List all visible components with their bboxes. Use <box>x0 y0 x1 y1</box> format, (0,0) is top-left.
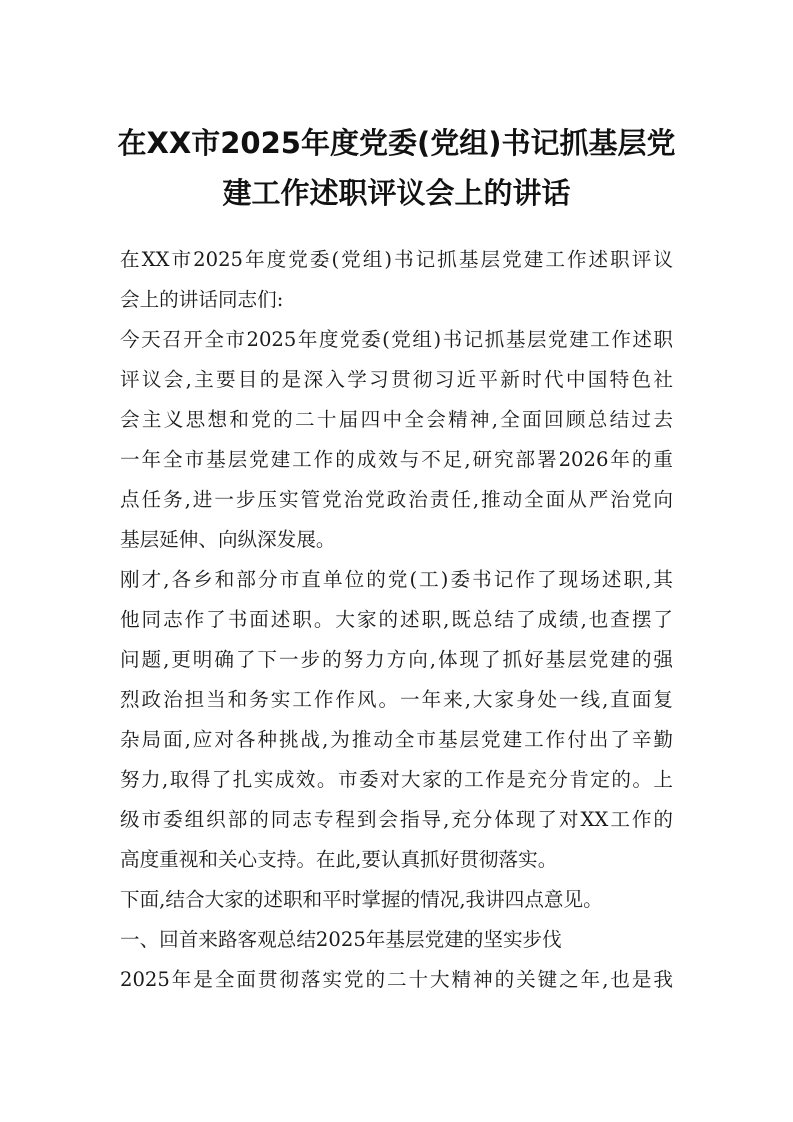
body-line: 会上的讲话同志们: <box>120 288 284 311</box>
body-line: 点任务,进一步压实管党治党政治责任,推动全面从严治党向 <box>120 488 673 511</box>
body-line: 他同志作了书面述职。大家的述职,既总结了成绩,也查摆了 <box>120 608 673 631</box>
section-heading: 一、回首来路客观总结2025年基层党建的坚实步伐 <box>120 928 562 951</box>
body-line: 级市委组织部的同志专程到会指导,充分体现了对XX工作的 <box>120 808 673 831</box>
document-title-line-1: 在XX市2025年度党委(党组)书记抓基层党 <box>117 126 676 160</box>
body-line: 2025年是全面贯彻落实党的二十大精神的关键之年,也是我 <box>120 968 673 991</box>
body-line: 努力,取得了扎实成效。市委对大家的工作是充分肯定的。上 <box>120 768 673 791</box>
body-line: 高度重视和关心支持。在此,要认真抓好贯彻落实。 <box>120 848 558 871</box>
body-line: 会主义思想和党的二十届四中全会精神,全面回顾总结过去 <box>120 408 673 431</box>
body-line: 基层延伸、向纵深发展。 <box>120 528 336 551</box>
body-line: 一年全市基层党建工作的成效与不足,研究部署2026年的重 <box>120 448 673 471</box>
body-line: 刚才,各乡和部分市直单位的党(工)委书记作了现场述职,其 <box>120 568 673 591</box>
body-line: 今天召开全市2025年度党委(党组)书记抓基层党建工作述职 <box>120 328 673 351</box>
body-line: 评议会,主要目的是深入学习贯彻习近平新时代中国特色社 <box>120 368 673 391</box>
body-line: 杂局面,应对各种挑战,为推动全市基层党建工作付出了辛勤 <box>120 728 673 751</box>
body-line: 问题,更明确了下一步的努力方向,体现了抓好基层党建的强 <box>120 648 673 671</box>
document-title-line-2: 建工作述职评议会上的讲话 <box>222 176 571 210</box>
body-line: 下面,结合大家的述职和平时掌握的情况,我讲四点意见。 <box>120 888 603 911</box>
body-line: 烈政治担当和务实工作作风。一年来,大家身处一线,直面复 <box>120 688 673 711</box>
body-line: 在XX市2025年度党委(党组)书记抓基层党建工作述职评议 <box>120 248 673 271</box>
